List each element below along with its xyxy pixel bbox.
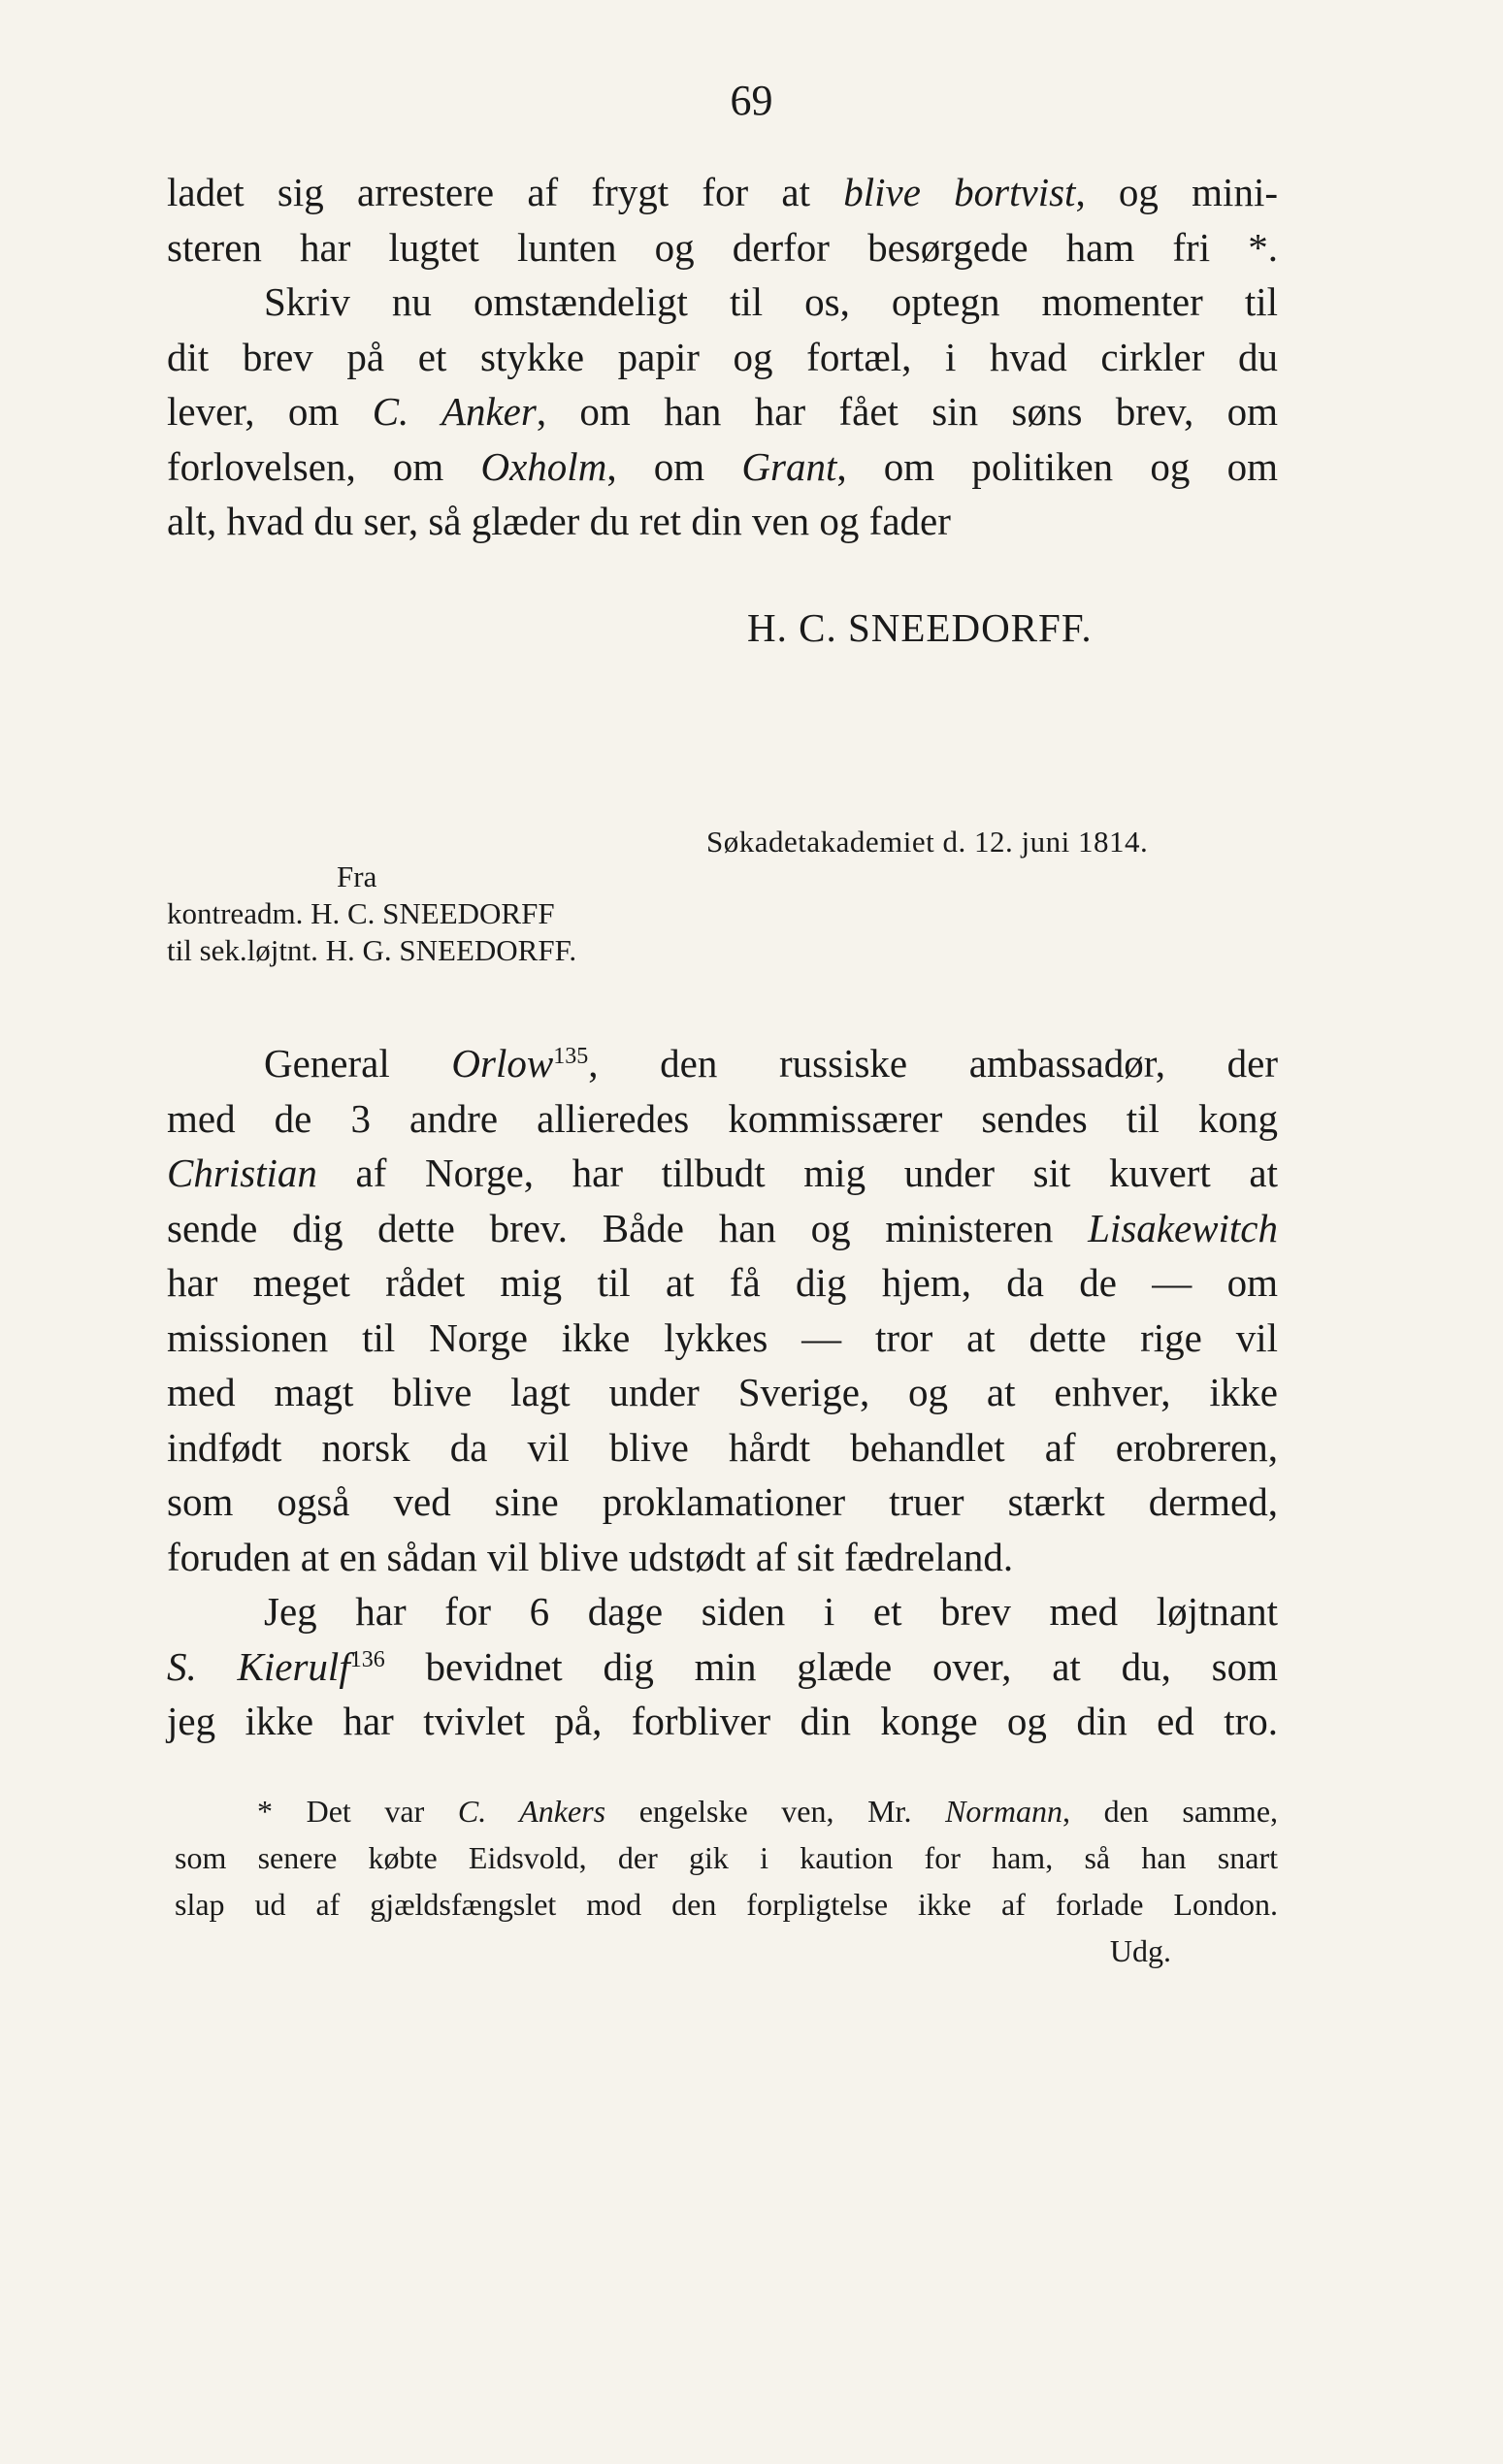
footnote-line: som senere købte Eidsvold, der gik i kaution for ham, så han snart — [175, 1840, 1278, 1875]
footnote-line: slap ud af gjældsfængslet mod den forpligtelse ikke af forlade London. — [175, 1887, 1278, 1922]
page-number: 69 — [730, 77, 773, 124]
top-paragraph — [167, 165, 1278, 549]
letter-to: til sek.løjtnt. H. G. SNEEDORFF. — [167, 933, 577, 967]
footnote-attribution: Udg. — [1109, 1933, 1171, 1968]
text-line: som også ved sine proklamationer truer stærkt dermed, — [167, 1479, 1278, 1524]
text-line: dit brev på et stykke papir og fortæl, i hvad cirkler du — [167, 334, 1278, 379]
text-line: indfødt norsk da vil blive hårdt behandlet af erobreren, — [167, 1424, 1278, 1470]
text-line: Jeg har for 6 dage siden i et brev med løjtnant — [264, 1589, 1278, 1634]
footnote — [175, 1788, 1278, 1974]
text-line: S. Kierulf$^{136}$ bevidnet dig min glæde over, at du, som — [167, 1643, 1278, 1689]
letter-header — [167, 859, 576, 969]
footnote-line: * Det var C. Ankers engelske ven, Mr. Normann, den samme, — [257, 1794, 1279, 1829]
signature: H. C. SNEEDORFF. — [747, 605, 1093, 650]
text-line: med de 3 andre allieredes kommissærer sendes til kong — [167, 1095, 1278, 1141]
text-line: har meget rådet mig til at få dig hjem, da de — om — [167, 1260, 1278, 1305]
text-line: lever, om C. Anker, om han har fået sin søns brev, om — [167, 389, 1278, 434]
text-line: jeg ikke har tvivlet på, forbliver din konge og din ed tro. — [167, 1699, 1278, 1743]
text-line: ladet sig arrestere af frygt for at blive bortvist, og mini- — [167, 170, 1278, 214]
text-line: sende dig dette brev. Både han og ministeren Lisakewitch — [167, 1205, 1278, 1250]
letter-body — [167, 1036, 1278, 1749]
text-line: steren har lugtet lunten og derfor besørgede ham fri *. — [167, 224, 1278, 270]
text-line: alt, hvad du ser, så glæder du ret din ven og fader — [167, 499, 951, 543]
footnote-ref: 135 — [553, 1044, 589, 1069]
text-line: General Orlow$^{135}$, den russiske ambassadør, der — [264, 1041, 1278, 1086]
text-line: missionen til Norge ikke lykkes — tror at dette rige vil — [167, 1314, 1278, 1360]
text-line: forlovelsen, om Oxholm, om Grant, om politiken og om — [167, 443, 1278, 489]
text-line: Skriv nu omstændeligt til os, optegn momenter til — [264, 279, 1278, 324]
footnote-ref: 136 — [349, 1646, 385, 1672]
letter-from-label: Fra — [337, 859, 377, 893]
text-line: foruden at en sådan vil blive udstødt af sit fædreland. — [167, 1534, 1014, 1579]
letter-from: kontreadm. H. C. SNEEDORFF — [167, 896, 555, 930]
letter-dateline: Søkadetakademiet d. 12. juni 1814. — [706, 825, 1149, 859]
text-line: med magt blive lagt under Sverige, og at enhver, ikke — [167, 1370, 1278, 1414]
text-line: Christian af Norge, har tilbudt mig under sit kuvert at — [167, 1151, 1278, 1195]
